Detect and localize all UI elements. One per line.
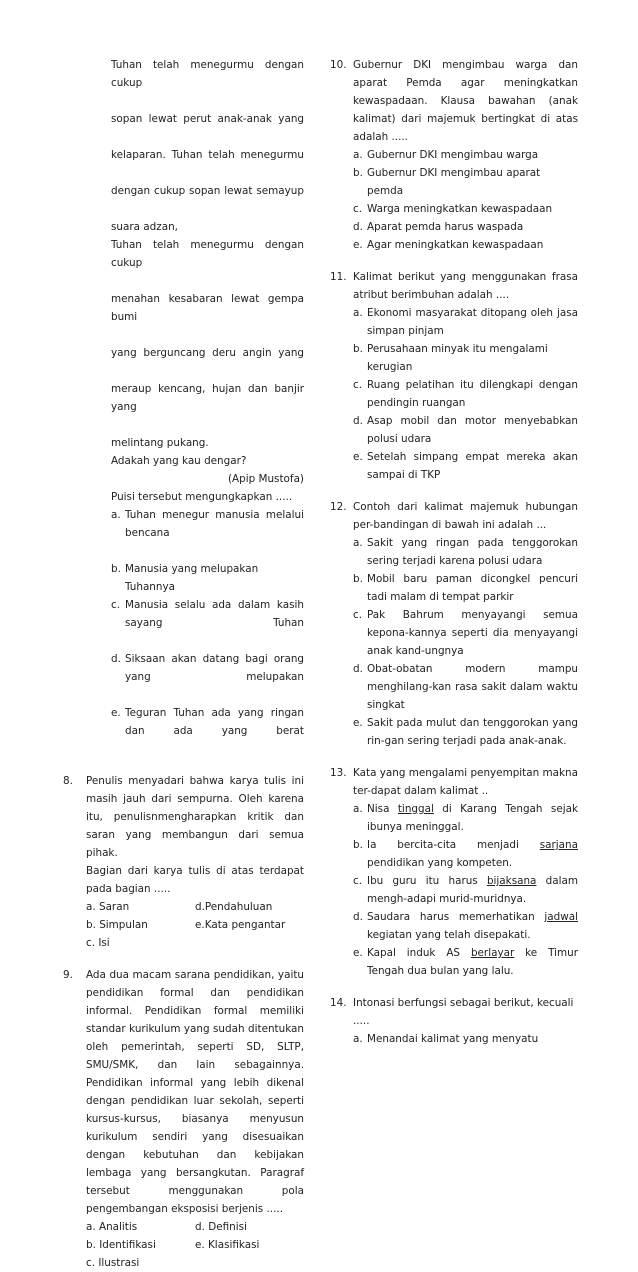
poem-line: Tuhan telah menegurmu dengan cukup (111, 59, 304, 89)
option-e[interactable]: e. Klasifikasi (195, 1239, 260, 1251)
question-12 (330, 498, 578, 750)
option-c[interactable]: c. Isi (86, 937, 110, 949)
option-e[interactable]: e. Setelah simpang empat mereka akan sampai di TKP (353, 451, 578, 481)
question-stem: Puisi tersebut mengungkapkan ..... (111, 491, 293, 503)
question-13 (330, 764, 578, 980)
poem-line: menahan kesabaran lewat gempa bumi (111, 293, 304, 323)
question-14 (330, 994, 578, 1048)
option-a[interactable]: a. Analitis (86, 1221, 138, 1233)
question-number: 9. (63, 969, 73, 981)
question-text: Intonasi berfungsi sebagai berikut, kecuali ..... (353, 997, 574, 1027)
left-column (63, 56, 304, 1272)
question-text: Kalimat berikut yang menggunakan frasa atribut berimbuhan adalah .... (353, 271, 578, 301)
option-d[interactable]: d. Aparat pemda harus waspada (353, 221, 524, 233)
poem-line: meraup kencang, hujan dan banjir yang (111, 383, 304, 413)
option-d[interactable]: d.Pendahuluan (195, 901, 273, 913)
option-d[interactable]: d. Definisi (195, 1221, 247, 1233)
question-10 (330, 56, 578, 254)
option-c[interactable]: c. Pak Bahrum menyayangi semua kepona-kannya seperti dia menyayangi anak kand-ungnya (353, 609, 578, 657)
option-b[interactable]: b. Manusia yang melupakan Tuhannya (111, 563, 259, 593)
option-b[interactable]: b. Mobil baru paman dicongkel pencuri tadi malam di tempat parkir (353, 573, 578, 603)
poem-author: (Apip Mustofa) (227, 473, 304, 485)
option-c[interactable]: c. Ibu guru itu harus bijaksana dalam mengh-adapi murid-muridnya. (353, 875, 578, 905)
poem-line: yang berguncang deru angin yang (111, 347, 304, 359)
underlined-word: berlayar (470, 947, 515, 959)
option-e[interactable]: e. Teguran Tuhan ada yang ringan dan ada yang berat (111, 707, 304, 737)
option-b[interactable]: b. Gubernur DKI mengimbau aparat pemda (353, 167, 541, 197)
option-d[interactable]: d. Siksaan akan datang bagi orang yang melupakan (111, 653, 304, 683)
underlined-word: tinggal (397, 803, 434, 815)
option-c[interactable]: c. Manusia selalu ada dalam kasih sayang Tuhan (111, 599, 304, 629)
question-number: 11. (330, 271, 347, 283)
option-a[interactable]: a. Gubernur DKI mengimbau warga (353, 149, 539, 161)
option-a[interactable]: a. Saran (86, 901, 130, 913)
question-11 (330, 268, 578, 484)
poem-line: dengan cukup sopan lewat semayup (111, 185, 304, 197)
question-7 (111, 488, 304, 758)
poem-line: melintang pukang. (111, 437, 209, 449)
option-d[interactable]: d. Saudara harus memerhatikan jadwal kegiatan yang telah disepakati. (353, 911, 578, 941)
option-b[interactable]: b. Ia bercita-cita menjadi sarjana pendidikan yang kompeten. (353, 839, 578, 869)
option-e[interactable]: e. Sakit pada mulut dan tenggorokan yang rin-gan sering terjadi pada anak-anak. (353, 717, 578, 747)
option-e[interactable]: e.Kata pengantar (195, 919, 286, 931)
poem-line: kelaparan. Tuhan telah menegurmu (111, 149, 304, 161)
option-a[interactable]: a. Sakit yang ringan pada tenggorokan sering terjadi karena polusi udara (353, 537, 578, 567)
poem-line: suara adzan, (111, 221, 178, 233)
question-text: Gubernur DKI mengimbau warga dan aparat Pemda agar meningkatkan kewaspadaan. Klausa bawahan (anak kalimat) dari majemuk bertingkat di atas adalah ..... (353, 59, 578, 143)
option-b[interactable]: b. Identifikasi (86, 1239, 156, 1251)
question-number: 14. (330, 997, 347, 1009)
question-text: Ada dua macam sarana pendidikan, yaitu pendidikan formal dan pendidikan informal. Pendidikan formal memiliki standar kurikulum yang sudah ditentukan oleh pemerintah, seperti SD, SLTP, SMU/SMK, dan lain sebagainnya. Pendidikan informal yang lebih dikenal dengan pendidikan luar sekolah, seperti kursus-kursus, biasanya menyusun kurikulum sendiri yang disesuaikan dengan kebutuhan dan kebijakan lembaga yang bersangkutan. Paragraf tersebut menggunakan pola pengembangan eksposisi berjenis ..... (86, 969, 304, 1215)
option-a[interactable]: a. Menandai kalimat yang menyatu (353, 1033, 539, 1045)
question-8 (63, 772, 304, 952)
question-number: 12. (330, 501, 347, 513)
option-e[interactable]: e. Kapal induk AS berlayar ke Timur Tengah dua bulan yang lalu. (353, 947, 578, 977)
option-d[interactable]: d. Asap mobil dan motor menyebabkan polusi udara (353, 415, 578, 445)
question-number: 13. (330, 767, 347, 779)
question-text: Kata yang mengalami penyempitan makna ter-dapat dalam kalimat .. (353, 767, 578, 797)
underlined-word: bijaksana (486, 875, 537, 887)
option-a[interactable]: a. Nisa tinggal di Karang Tengah sejak ibunya meninggal. (353, 803, 578, 833)
option-d[interactable]: d. Obat-obatan modern mampu menghilang-kan rasa sakit dalam waktu singkat (353, 663, 578, 711)
underlined-word: jadwal (544, 911, 578, 923)
option-b[interactable]: b. Perusahaan minyak itu mengalami kerugian (353, 343, 548, 373)
option-a[interactable]: a. Ekonomi masyarakat ditopang oleh jasa simpan pinjam (353, 307, 578, 337)
option-c[interactable]: c. Warga meningkatkan kewaspadaan (353, 203, 553, 215)
question-number: 10. (330, 59, 347, 71)
option-a[interactable]: a. Tuhan menegur manusia melalui bencana (111, 509, 304, 539)
option-c[interactable]: c. Ruang pelatihan itu dilengkapi dengan pendingin ruangan (353, 379, 578, 409)
option-b[interactable]: b. Simpulan (86, 919, 148, 931)
option-c[interactable]: c. Ilustrasi (86, 1257, 140, 1269)
question-9 (63, 966, 304, 1272)
right-column (330, 56, 578, 1048)
question-text: Penulis menyadari bahwa karya tulis ini masih jauh dari sempurna. Oleh karena itu, penulisnmengharapkan kritik dan saran yang membangun dari semua pihak. (86, 775, 304, 859)
poem-line: Tuhan telah menegurmu dengan cukup (111, 239, 304, 269)
underlined-word: sarjana (539, 839, 578, 851)
question-stem: Bagian dari karya tulis di atas terdapat pada bagian ..... (86, 865, 304, 895)
poem (111, 56, 304, 488)
option-e[interactable]: e. Agar meningkatkan kewaspadaan (353, 239, 544, 251)
poem-line: sopan lewat perut anak-anak yang (111, 113, 304, 125)
poem-line: Adakah yang kau dengar? (111, 455, 247, 467)
question-number: 8. (63, 775, 73, 787)
question-text: Contoh dari kalimat majemuk hubungan per-bandingan di bawah ini adalah ... (353, 501, 578, 531)
